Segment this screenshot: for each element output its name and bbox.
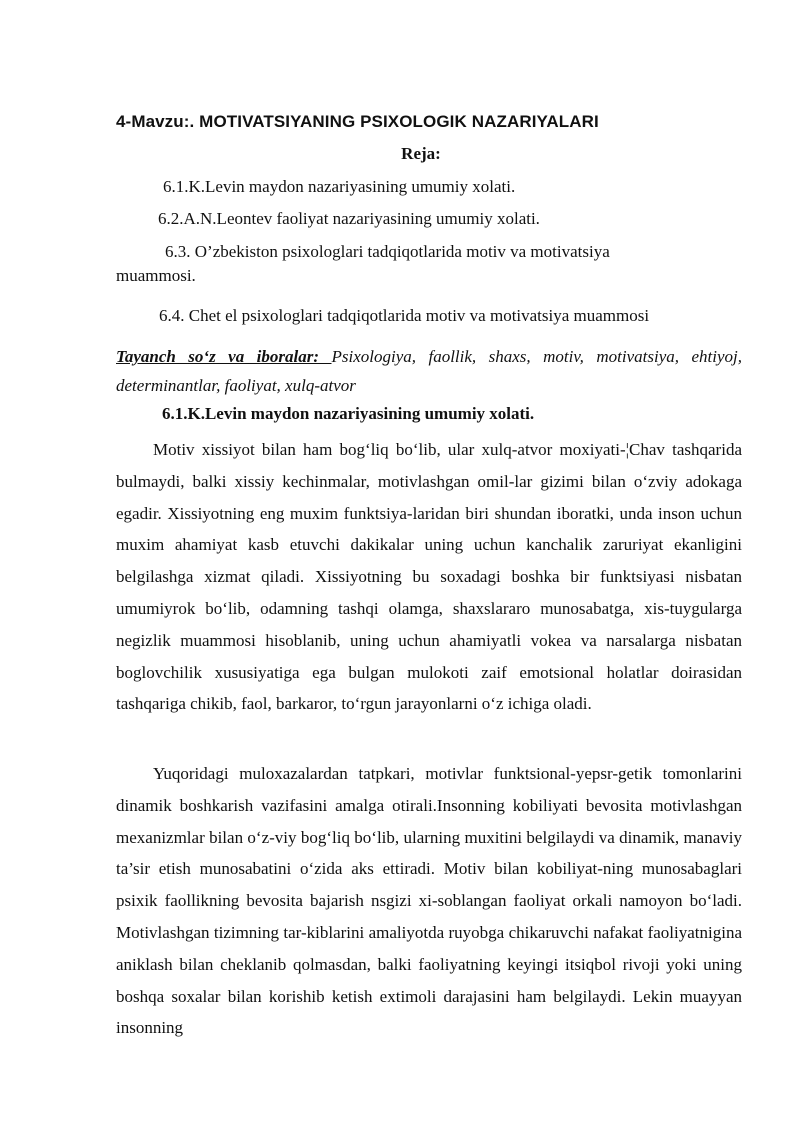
topic-heading: 4-Mavzu:. MOTIVATSIYANING PSIXOLOGIK NAZARIYALARI — [116, 112, 599, 131]
paragraph-2: Yuqoridagi muloxazalardan tatpkari, motivlar funktsional-yepsr-getik tomonlarini dinamik boshkarish vazifasini amalga otirali.Insonning kobiliyati bevosita motivlashgan mexanizmlar bilan o‘z-viy bog‘liq bo‘lib, ularning muxitini belgilaydi va dinamik, manaviy ta’sir etish munosabatini o‘zida aks ettiradi. Motiv bilan kobiliyat-ning munosabaglari psixik faollikning bevosita bajarish nsgizi xi-soblangan faoliyat orkali namoyon bo‘ladi. Motivlashgan tizimning tar-kiblarini amaliyotda ruyobga chikaruvchi nafakat faoliyatnigina aniklash bilan cheklanib qolmasdan, balki faoliyatning keyingi itsiqbol rivoji yoki uning boshqa soxalar bilan korishib ketish extimoli darajasini ham belgilaydi. Lekin muayyan insonning — [116, 764, 742, 1038]
plan-item-2: 6.2.A.N.Leontev faoliyat nazariyasining umumiy xolati. — [158, 209, 540, 228]
keywords-text: Psixologiya, faollik, shaxs, motiv, motivatsiya, ehtiyoj, determinantlar, faoliyat, xulq-atvor — [116, 347, 742, 395]
plan-item-3-line-2: muammosi. — [116, 266, 196, 285]
keywords-label: Tayanch so‘z va iboralar: — [116, 347, 332, 366]
keywords-block — [116, 342, 742, 400]
plan-item-3-line-1: 6.3. O’zbekiston psixologlari tadqiqotlarida motiv va motivatsiya — [165, 242, 610, 261]
plan-title: Reja: — [401, 144, 441, 163]
plan-item-4: 6.4. Chet el psixologlari tadqiqotlarida motiv va motivatsiya muammosi — [159, 306, 650, 325]
section-title: 6.1.K.Levin maydon nazariyasining umumiy xolati. — [162, 404, 535, 423]
plan-item-1: 6.1.K.Levin maydon nazariyasining umumiy xolati. — [163, 177, 516, 196]
paragraph-1: Motiv xissiyot bilan ham bog‘liq bo‘lib, ular xulq-atvor moxiyati-¦Chav tashqarida bulmaydi, balki xissiy kechinmalar, motivlashgan omil-lar gizimi bilan o‘zviy adokaga egadir. Xissiyotning eng muxim funktsiya-laridan biri shundan iboratki, unda inson uchun muxim ahamiyat kasb etuvchi dakikalar uning uchun kanchalik zaruriyat ekanligini belgilashga xizmat qiladi. Xissiyotning bu soxadagi boshka bir funktsiyasi nisbatan umumiyrok bo‘lib, odamning tashqi olamga, shaxslararo munosabatga, xis-tuygularga negizlik muammosi hisoblanib, uning uchun ahamiyatli vokea va narsalarga nisbatan boglovchilik xususiyatiga ega bulgan mulokoti zaif emotsional holatlar doirasidan tashqariga chikib, faol, barkaror, to‘rgun jarayonlarni o‘z ichiga oladi. — [116, 440, 742, 714]
